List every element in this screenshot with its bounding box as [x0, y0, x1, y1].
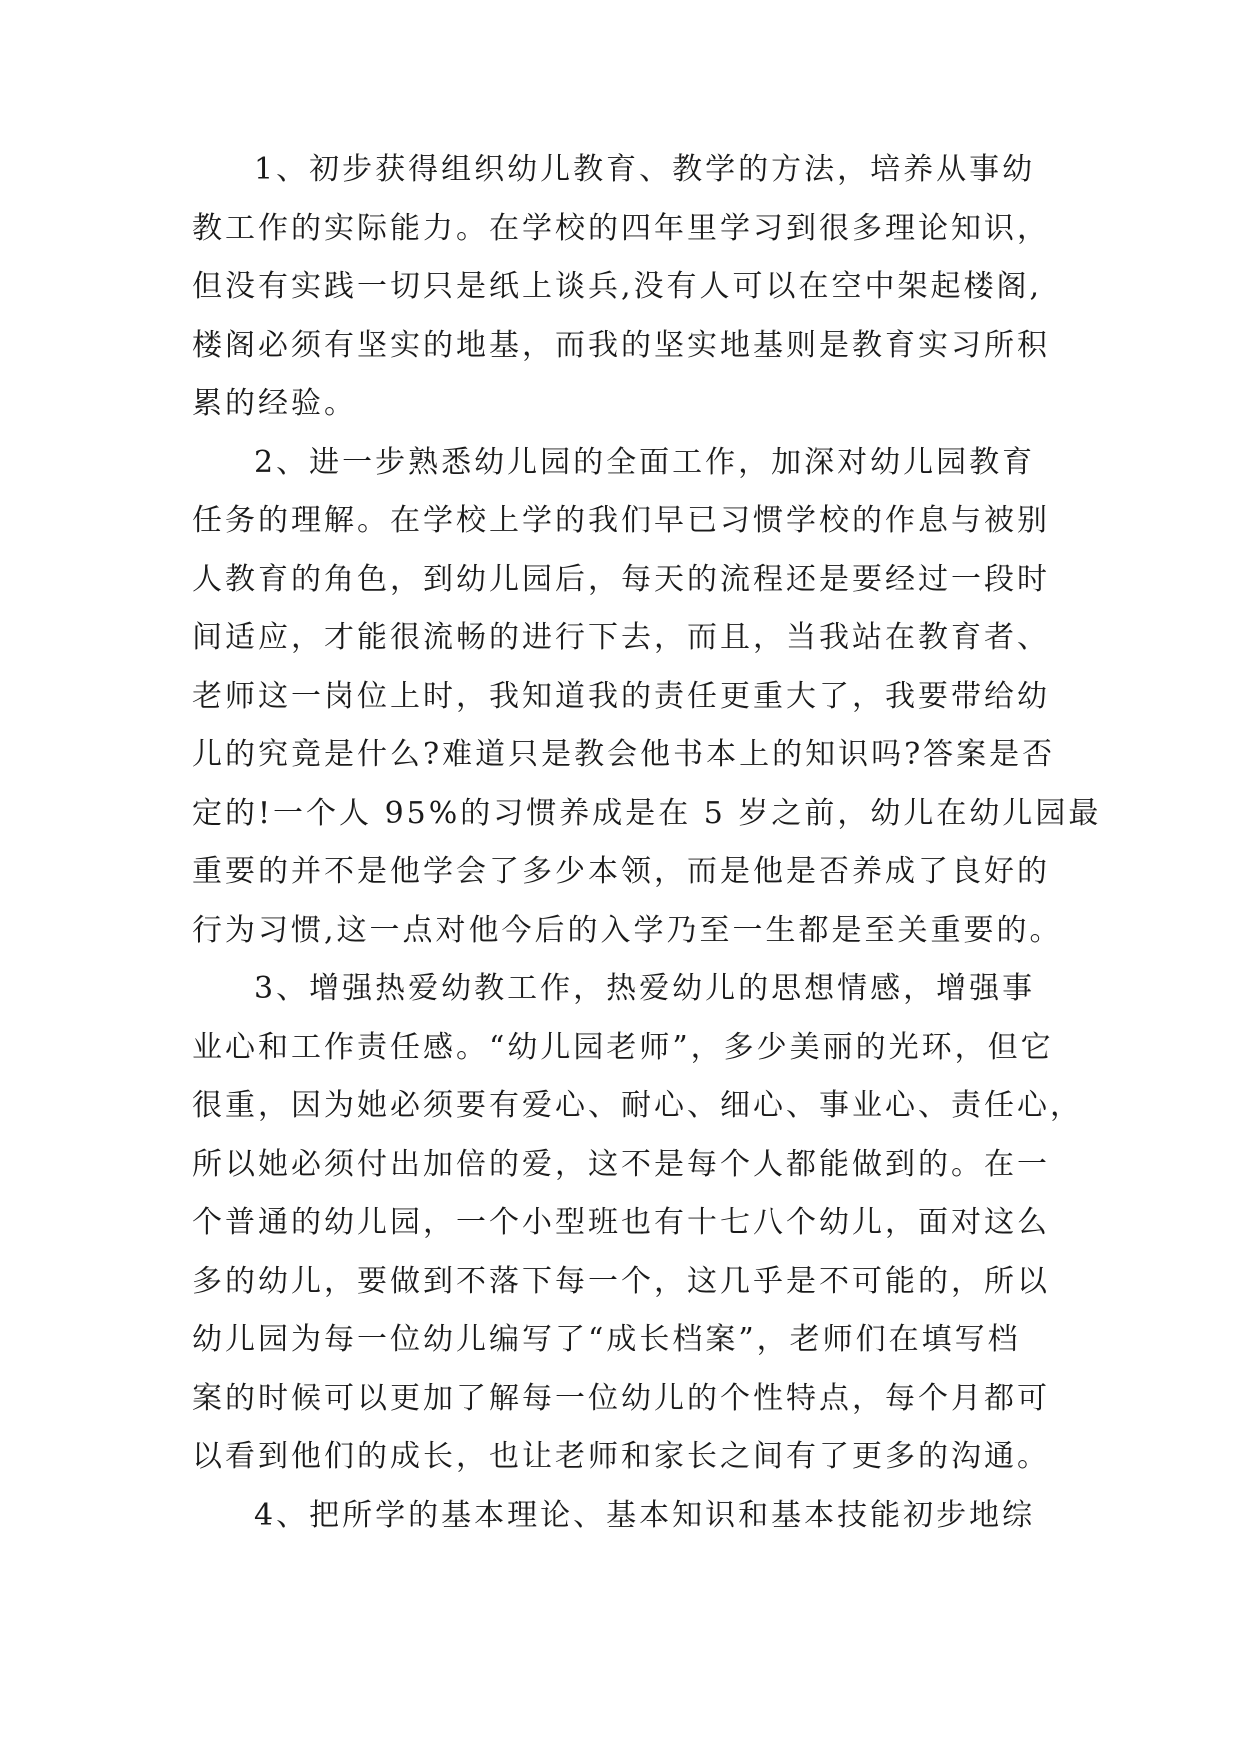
paragraph-2-line-5: 老师这一岗位上时，我知道我的责任更重大了，我要带给幼 [192, 679, 1050, 714]
paragraph-1-line-5: 累的经验。 [192, 386, 357, 421]
paragraph-3-line-4: 所以她必须付出加倍的爱，这不是每个人都能做到的。在一 [192, 1147, 1050, 1182]
paragraph-1-line-4: 楼阁必须有坚实的地基，而我的坚实地基则是教育实习所积 [192, 328, 1050, 363]
paragraph-1-line-3: 但没有实践一切只是纸上谈兵,没有人可以在空中架起楼阁, [192, 269, 1043, 304]
paragraph-3-line-3: 很重，因为她必须要有爱心、耐心、细心、事业心、责任心， [192, 1088, 1083, 1123]
paragraph-3-line-5: 个普通的幼儿园，一个小型班也有十七八个幼儿，面对这么 [192, 1205, 1050, 1240]
paragraph-2-line-7: 定的!一个人 95%的习惯养成是在 5 岁之前，幼儿在幼儿园最 [192, 796, 1102, 831]
paragraph-3-line-9: 以看到他们的成长，也让老师和家长之间有了更多的沟通。 [192, 1439, 1050, 1474]
paragraph-4-line-1: 4、把所学的基本理论、基本知识和基本技能初步地综 [254, 1498, 1036, 1533]
paragraph-2-line-3: 人教育的角色，到幼儿园后，每天的流程还是要经过一段时 [192, 562, 1050, 597]
paragraph-1-line-1: 1、初步获得组织幼儿教育、教学的方法，培养从事幼 [254, 152, 1036, 187]
paragraph-3-line-2: 业心和工作责任感。“幼儿园老师”，多少美丽的光环，但它 [192, 1030, 1054, 1065]
paragraph-2-line-9: 行为习惯,这一点对他今后的入学乃至一生都是至关重要的。 [192, 913, 1063, 948]
paragraph-2-line-8: 重要的并不是他学会了多少本领，而是他是否养成了良好的 [192, 854, 1050, 889]
paragraph-1-line-2: 教工作的实际能力。在学校的四年里学习到很多理论知识， [192, 211, 1050, 246]
paragraph-3-line-7: 幼儿园为每一位幼儿编写了“成长档案”，老师们在填写档 [192, 1322, 1021, 1357]
paragraph-2-line-1: 2、进一步熟悉幼儿园的全面工作，加深对幼儿园教育 [254, 445, 1036, 480]
paragraph-2-line-4: 间适应，才能很流畅的进行下去，而且，当我站在教育者、 [192, 620, 1050, 655]
paragraph-3-line-8: 案的时候可以更加了解每一位幼儿的个性特点，每个月都可 [192, 1381, 1050, 1416]
paragraph-2-line-6: 儿的究竟是什么?难道只是教会他书本上的知识吗?答案是否 [192, 737, 1056, 772]
paragraph-2-line-2: 任务的理解。在学校上学的我们早已习惯学校的作息与被别 [192, 503, 1050, 538]
paragraph-3-line-6: 多的幼儿，要做到不落下每一个，这几乎是不可能的，所以 [192, 1264, 1050, 1299]
paragraph-3-line-1: 3、增强热爱幼教工作，热爱幼儿的思想情感，增强事 [254, 971, 1036, 1006]
